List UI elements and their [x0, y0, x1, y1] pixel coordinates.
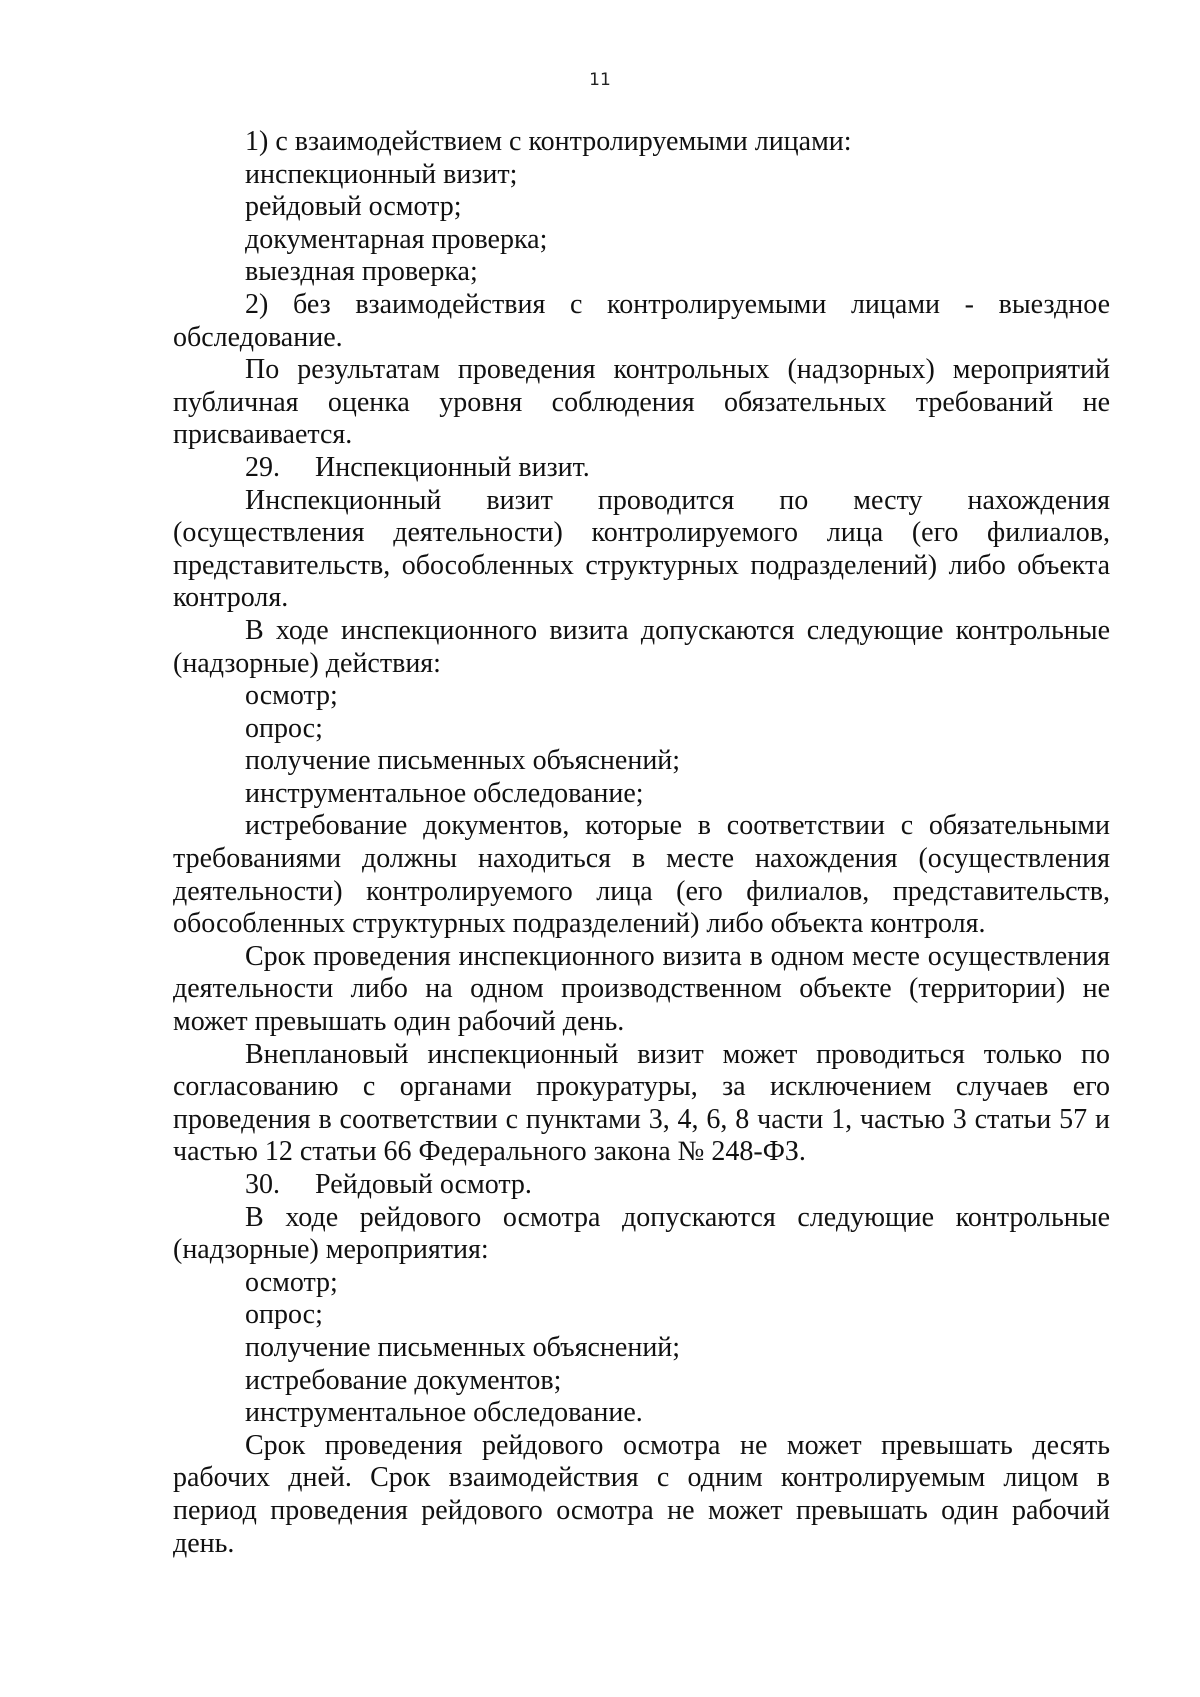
list-item: инструментальное обследование.: [245, 1397, 643, 1429]
paragraph: 2) без взаимодействия с контролируемыми лицами - выездное обследование.: [173, 288, 1110, 353]
list-item: рейдовый осмотр;: [245, 191, 462, 223]
list-item: осмотр;: [245, 1266, 338, 1298]
section-number: 29.: [245, 451, 280, 483]
paragraph: В ходе инспекционного визита допускаются следующие контрольные (надзорные) действия:: [173, 614, 1110, 679]
paragraph: 1) с взаимодействием с контролируемыми лицами:: [245, 126, 852, 157]
list-item: инспекционный визит;: [245, 158, 518, 190]
section-number: 30.: [245, 1169, 280, 1200]
paragraph: Внеплановый инспекционный визит может проводиться только по согласованию с органами прокуратуры, за исключением случаев его проведения в соответствии с пунктами 3, 4, 6, 8 части 1, частью 3 статьи 57 и частью 12 статьи 66 Федерального закона № 248-ФЗ.: [173, 1038, 1110, 1168]
document-body: [173, 126, 1110, 1560]
paragraph: Срок проведения рейдового осмотра не может превышать десять рабочих дней. Срок взаимодействия с одним контролируемым лицом в период проведения рейдового осмотра не может превышать один рабочий день.: [173, 1429, 1110, 1559]
paragraph: По результатам проведения контрольных (надзорных) мероприятий публичная оценка уровня соблюдения обязательных требований не присваивается.: [173, 354, 1110, 451]
section-title: Рейдовый осмотр.: [315, 1169, 532, 1200]
paragraph: Инспекционный визит проводится по месту нахождения (осуществления деятельности) контролируемого лица (его филиалов, представительств, обособленных структурных подразделений) либо объекта контроля.: [173, 484, 1110, 614]
list-item: истребование документов;: [245, 1364, 562, 1396]
paragraph: Срок проведения инспекционного визита в одном месте осуществления деятельности либо на одном производственном объекте (территории) не может превышать один рабочий день.: [173, 940, 1110, 1038]
section-heading: [173, 452, 1110, 485]
section-heading: [173, 1169, 1110, 1202]
list-item: опрос;: [245, 712, 323, 744]
list-item: инструментальное обследование;: [245, 777, 644, 809]
list-item: получение письменных объяснений;: [245, 1331, 681, 1363]
section-title: Инспекционный визит.: [315, 451, 590, 483]
list-item: выездная проверка;: [245, 256, 478, 288]
list-item: опрос;: [245, 1299, 323, 1331]
list-item: осмотр;: [245, 680, 338, 712]
paragraph: В ходе рейдового осмотра допускаются следующие контрольные (надзорные) мероприятия:: [173, 1201, 1110, 1266]
paragraph: истребование документов, которые в соответствии с обязательными требованиями должны находиться в месте нахождения (осуществления деятельности) контролируемого лица (его филиалов, представительств, обособленных структурных подразделений) либо объекта контроля.: [173, 810, 1110, 940]
page-number: 11: [589, 70, 611, 90]
list-item: получение письменных объяснений;: [245, 745, 681, 777]
list-item: документарная проверка;: [245, 223, 548, 255]
